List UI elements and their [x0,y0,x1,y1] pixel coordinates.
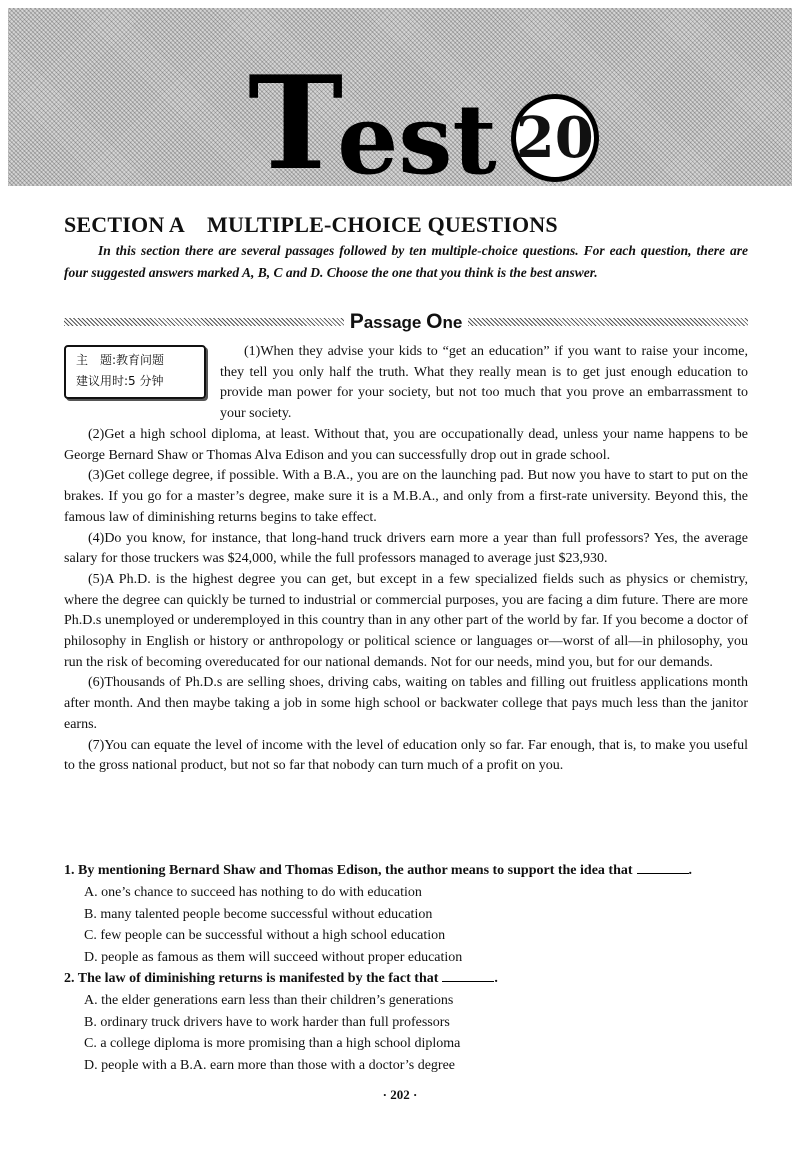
passage-paragraph-2: (2)Get a high school diploma, at least. Without that, you are occupationally dead, unless your name happens to be George Bernard Shaw or Thomas Alva Edison and you can successfully drop out in grade school. [64,427,748,463]
topic-line: 主 题:教育问题 [76,353,165,367]
passage-paragraph-7: (7)You can equate the level of income with the level of education only so far. Far enough, that is, to make you useful to the gross national product, but not so far that nobody can turn much of a profit on you. [64,737,748,774]
option-b: B. ordinary truck drivers have to work harder than full professors [84,1014,450,1030]
passage-paragraph-1: (1)When they advise your kids to “get an education” if you want to raise your income, they tell you only half the truth. What they really mean is to get just enough education to provide man power for your society, but not too much that you prove an embarrassment to your society. [220,344,748,422]
option-d: D. people with a B.A. earn more than those with a doctor’s degree [84,1057,456,1073]
hatch-divider-right [468,318,748,326]
section-heading [64,212,558,238]
passage-title: Passage One [349,310,463,333]
question-list [64,860,748,1076]
option-a: A. one’s chance to succeed has nothing to do with education [84,885,422,900]
section-label: SECTION A [64,212,186,237]
passage-paragraph-5: (5)A Ph.D. is the highest degree you can get, but except in a few specialized fields such as physics or chemistry, where the degree can quickly be turned to industrial or commercial purposes, you are facing a dim future. There are more Ph.D.s unemployed or underemployed in this country than in any other part of the world by far. If you become a doctor of philosophy in English or history or anthropology or political science or languages or—worst of all—in philosophy, you run the risk of becoming overeducated for our national demands. Not for our needs, mind you, but for our demands. [64,571,748,670]
test-title-est: est [337,83,497,196]
passage-paragraph-3: (3)Get college degree, if possible. With a B.A., you are on the launching pad. But now you have to start to put on the brakes. If you go for a master’s degree, make sure it is a M.B.A., and only from a first-rate university. Beyond this, the famous law of diminishing returns begins to take effect. [64,468,748,525]
time-line: 建议用时:5 分钟 [76,374,164,388]
option-b: B. many talented people become successful without education [84,906,433,922]
option-c: C. few people can be successful without a high school education [84,928,446,943]
passage-body [64,425,748,777]
passage-heading [64,311,748,333]
hatch-divider-left [64,318,344,326]
test-title [248,49,599,199]
question-stem: 1. By mentioning Bernard Shaw and Thomas Edison, the author means to support the idea that [64,863,633,878]
question-stem: 2. The law of diminishing returns is manifested by the fact that [64,971,439,986]
passage-paragraph-6: (6)Thousands of Ph.D.s are selling shoes, driving cabs, waiting on tables and filling out fruitless applications month after month. And then maybe taking a job in some high school or backwater college that pays much less than the janitor earns. [64,675,748,732]
question-1: 1. By mentioning Bernard Shaw and Thomas Edison, the author means to support the idea that . A. one’s chance to succeed has nothing to do with education B. many talented people become successful without education C. few people can be successful without a high school education D. people as famous as them will succeed without proper education [64,860,748,968]
topic-box [64,345,206,399]
answer-blank [442,969,494,982]
page-number: · 202 · [382,1087,418,1102]
test-title-T: T [248,49,342,199]
option-c: C. a college diploma is more promising than a high school diploma [84,1036,461,1051]
answer-blank [637,861,689,874]
question-2: 2. The law of diminishing returns is manifested by the fact that . A. the elder generations earn less than their children’s generations B. ordinary truck drivers have to work harder than full professors C. a college diploma is more promising than a high school diploma D. people with a B.A. earn more than those with a doctor’s degree [64,968,748,1076]
section-title: MULTIPLE-CHOICE QUESTIONS [207,212,558,237]
option-d: D. people as famous as them will succeed without proper education [84,949,463,965]
section-instructions: In this section there are several passages followed by ten multiple-choice questions. For each question, there are four suggested answers marked A, B, C and D. Choose the one that you think is the best answer. [64,243,748,280]
option-a: A. the elder generations earn less than their children’s generations [84,993,454,1008]
passage-paragraph-4: (4)Do you know, for instance, that long-hand truck drivers earn more a year than full professors? Yes, the average salary for those truckers was $24,000, while the full professors managed to average just $23,930. [64,530,748,567]
test-number-badge: 20 [511,94,599,182]
